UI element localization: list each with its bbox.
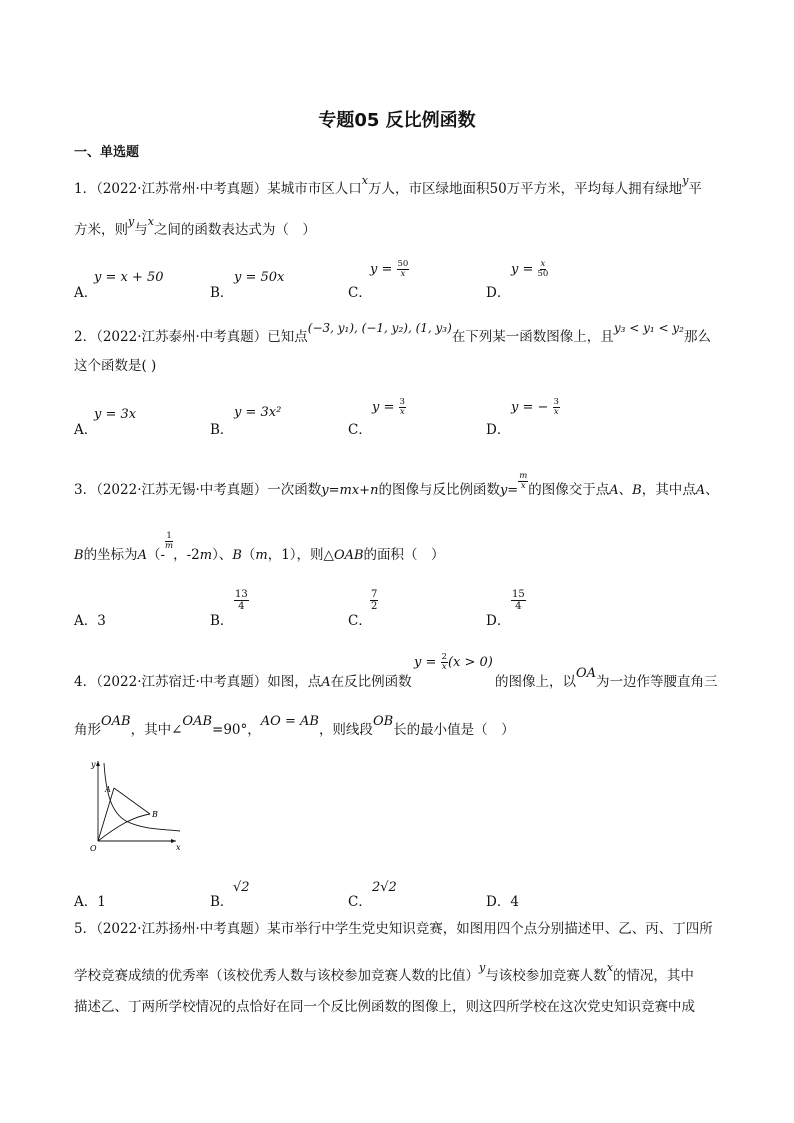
q3-c-num: 7 xyxy=(371,589,378,600)
q4-text-2: 在反比例函数 xyxy=(330,674,412,690)
q2-text-3: 那么 xyxy=(683,329,711,345)
q3-text-2: 的图像与反比例函数 xyxy=(378,482,500,498)
q4-text-8: ，则线段 xyxy=(318,722,373,738)
q5-var-y: y xyxy=(479,961,486,974)
segment-ob xyxy=(98,814,150,841)
q1-text-5: 与 xyxy=(134,222,148,238)
q3-recip-pre: y= xyxy=(499,483,519,498)
q2-d-num: 3 xyxy=(553,397,559,407)
q1-option-d xyxy=(511,260,548,279)
q4-text-9: 长的最小值是（ ） xyxy=(393,722,515,738)
q3-text-12: 的面积（ ） xyxy=(363,547,445,563)
q4-d-label-text: D． xyxy=(486,894,511,910)
q2-c-num: 3 xyxy=(399,397,405,407)
q1-text-1: 1．（2022·江苏常州·中考真题）某城市市区人口 xyxy=(74,181,362,197)
q1-var-x: x xyxy=(361,174,368,187)
q3-frac-den: m xyxy=(165,541,174,551)
q3-option-d-label: D． xyxy=(486,613,511,629)
q4-option-d: 4 xyxy=(510,894,519,910)
q4-option-c: 2√2 xyxy=(372,880,397,895)
q1-option-b: y = 50x xyxy=(234,270,285,285)
q4-func-cond: (x > 0) xyxy=(447,655,493,670)
q1-var-y2: y xyxy=(128,215,135,228)
q1-option-a-label: A． xyxy=(74,285,98,301)
q2-text-1: 2．（2022·江苏泰州·中考真题）已知点 xyxy=(74,329,308,345)
q3-text-7: （- xyxy=(146,547,166,563)
q1-option-c-label: C． xyxy=(348,285,372,301)
q4-point-a: A xyxy=(321,675,331,690)
hyperbola-curve xyxy=(104,763,180,831)
q4-text-7: =90°， xyxy=(212,722,261,738)
q2-line2: 这个函数是( ) xyxy=(74,358,157,374)
q2-option-a-label: A． xyxy=(74,422,98,438)
q4-option-c-label: C． xyxy=(348,894,372,910)
q3-text-1: 3．（2022·江苏无锡·中考真题）一次函数 xyxy=(74,482,322,498)
q3-sep: 、 xyxy=(618,482,633,498)
q3-text-11: ，1），则△ xyxy=(267,547,334,563)
q1-line1 xyxy=(74,174,702,200)
q3-text-4: ，其中点 xyxy=(641,482,696,498)
q2-option-c-label: C． xyxy=(348,422,372,438)
q3-a-label-text: A． xyxy=(74,613,98,629)
q1-text-4: 方米，则 xyxy=(74,222,128,238)
q1-line2 xyxy=(74,215,316,241)
origin-label: O xyxy=(90,844,97,853)
q3-option-a-label xyxy=(74,609,106,629)
q2-option-b-label: B． xyxy=(210,422,234,438)
q4-option-b-label: B． xyxy=(210,894,234,910)
q2-option-d xyxy=(511,398,560,417)
q4-option-a: 1 xyxy=(97,894,106,910)
q3-text-10: （ xyxy=(241,547,256,563)
q3-text-3: 的图像交于点 xyxy=(528,482,610,498)
q5-text-2: 与该校参加竞赛人数 xyxy=(485,968,607,984)
q1-d-den: 50 xyxy=(537,269,549,279)
q2-d-pre: y = − xyxy=(511,400,549,415)
q2-line1 xyxy=(74,321,711,347)
q1-var-x2: x xyxy=(147,215,154,228)
segment-oa xyxy=(98,788,114,841)
q4-function xyxy=(414,653,493,672)
q3-option-b-label: B． xyxy=(210,613,234,629)
page-title: 专题05 反比例函数 xyxy=(318,110,476,131)
q2-c-den: x xyxy=(399,407,405,417)
q1-c-num: 50 xyxy=(397,259,409,269)
q3-l2-b2: B xyxy=(232,548,242,563)
q3-option-b xyxy=(234,589,249,612)
q3-line2 xyxy=(74,531,445,566)
q2-text-2: 在下列某一函数图像上，且 xyxy=(451,329,614,345)
q1-d-pre: y = xyxy=(511,262,534,277)
point-a-label: A xyxy=(105,785,111,794)
q4-func-num: 2 xyxy=(441,652,447,662)
q3-recip-den: x xyxy=(520,481,526,491)
q1-option-c xyxy=(370,260,409,279)
q3-option-c xyxy=(370,589,378,612)
q4-line2 xyxy=(74,714,515,741)
q4-angle: OAB xyxy=(182,714,213,729)
q3-option-c-label: C． xyxy=(348,613,372,629)
q3-option-d xyxy=(511,589,526,612)
q3-point-a: A xyxy=(609,483,619,498)
q3-linear-function: y=mx+n xyxy=(321,483,379,498)
q1-option-a: y = x + 50 xyxy=(94,270,164,285)
q2-option-a: y = 3x xyxy=(94,407,137,422)
q4-line1-rest xyxy=(495,666,718,693)
q4-seg-oa: OA xyxy=(576,666,597,681)
point-b-label: B xyxy=(152,810,158,819)
q5-line3: 描述乙、丁两所学校情况的点恰好在同一个反比例函数的图像上，则这四所学校在这次党史知识竞赛中成 xyxy=(74,999,695,1015)
q4-func-pre: y = xyxy=(414,655,437,670)
q3-d-num: 15 xyxy=(512,589,525,600)
q1-c-den: x xyxy=(400,269,406,279)
q4-line1 xyxy=(74,672,412,693)
q3-text-5: 、 xyxy=(705,482,719,498)
q3-text-6: 的坐标为 xyxy=(83,547,138,563)
q2-option-c xyxy=(372,398,406,417)
q2-option-d-label: D． xyxy=(486,422,511,438)
q3-b-num: 13 xyxy=(235,589,248,600)
q3-l2-oab: OAB xyxy=(333,548,364,563)
q4-text-4: 为一边作等腰直角三 xyxy=(596,674,718,690)
y-axis-label: y xyxy=(91,760,96,769)
q4-option-d-label xyxy=(486,890,519,910)
q5-line2 xyxy=(74,961,694,987)
q1-c-pre: y = xyxy=(370,262,393,277)
q3-d-den: 4 xyxy=(515,601,522,612)
q3-point-b: B xyxy=(632,483,642,498)
q1-var-y: y xyxy=(682,174,689,187)
q4-seg-ob: OB xyxy=(372,714,394,729)
segment-ab xyxy=(114,788,150,814)
q4-a-label-text: A． xyxy=(74,894,98,910)
q4-equality: AO = AB xyxy=(260,714,319,729)
q2-c-pre: y = xyxy=(372,400,395,415)
q3-l2-m: m xyxy=(199,548,213,563)
q2-inequality: y₃ < y₁ < y₂ xyxy=(613,321,684,335)
q2-d-den: x xyxy=(553,407,559,417)
q1-option-b-label: B． xyxy=(210,285,234,301)
q4-text-6: ，其中∠ xyxy=(130,722,183,738)
q1-d-num: x xyxy=(540,259,546,269)
q4-text-5: 角形 xyxy=(74,722,101,738)
section-heading: 一、单选题 xyxy=(74,145,140,160)
q5-line1: 5．（2022·江苏扬州·中考真题）某市举行中学生党史知识竞赛，如图用四个点分别描述甲、乙、丙、丁四所 xyxy=(74,921,713,937)
q5-text-3: 的情况，其中 xyxy=(612,968,694,984)
x-axis-label: x xyxy=(176,843,181,852)
q3-l2-b: B xyxy=(74,548,84,563)
q3-line1 xyxy=(74,471,719,501)
y-axis-arrow xyxy=(96,761,100,766)
q1-option-d-label: D． xyxy=(486,285,511,301)
q1-text-2: 万人，市区绿地面积50万平方米，平均每人拥有绿地 xyxy=(368,181,683,197)
q2-option-b: y = 3x² xyxy=(234,405,282,420)
q3-text-9: ）、 xyxy=(212,547,233,563)
q4-func-den: x xyxy=(441,662,447,672)
q5-var-x: x xyxy=(606,961,613,974)
q5-text-1: 学校竞赛成绩的优秀率（该校优秀人数与该校参加竞赛人数的比值） xyxy=(74,968,479,984)
q4-option-a-label xyxy=(74,890,106,910)
q3-l2-a: A xyxy=(137,548,147,563)
q3-frac-num: 1 xyxy=(166,531,172,541)
q3-c-den: 2 xyxy=(371,601,378,612)
q3-b-den: 4 xyxy=(238,601,245,612)
q4-figure xyxy=(84,755,194,855)
q1-text-3: 平 xyxy=(688,181,702,197)
q3-l2-m2: m xyxy=(255,548,268,563)
q4-option-b: √2 xyxy=(233,880,250,895)
q3-point-a2: A xyxy=(695,483,706,498)
q4-triangle: OAB xyxy=(101,714,131,729)
q3-text-8: ，-2 xyxy=(173,547,200,563)
q3-recip-num: m xyxy=(519,471,528,481)
q3-option-a: 3 xyxy=(97,613,106,629)
q4-text-1: 4．（2022·江苏宿迁·中考真题）如图，点 xyxy=(74,674,322,690)
q4-text-3: 的图像上，以 xyxy=(495,674,576,690)
q2-points: (−3, y₁), (−1, y₂), (1, y₃) xyxy=(307,321,452,335)
q1-text-6: 之间的函数表达式为（ ） xyxy=(153,222,316,238)
